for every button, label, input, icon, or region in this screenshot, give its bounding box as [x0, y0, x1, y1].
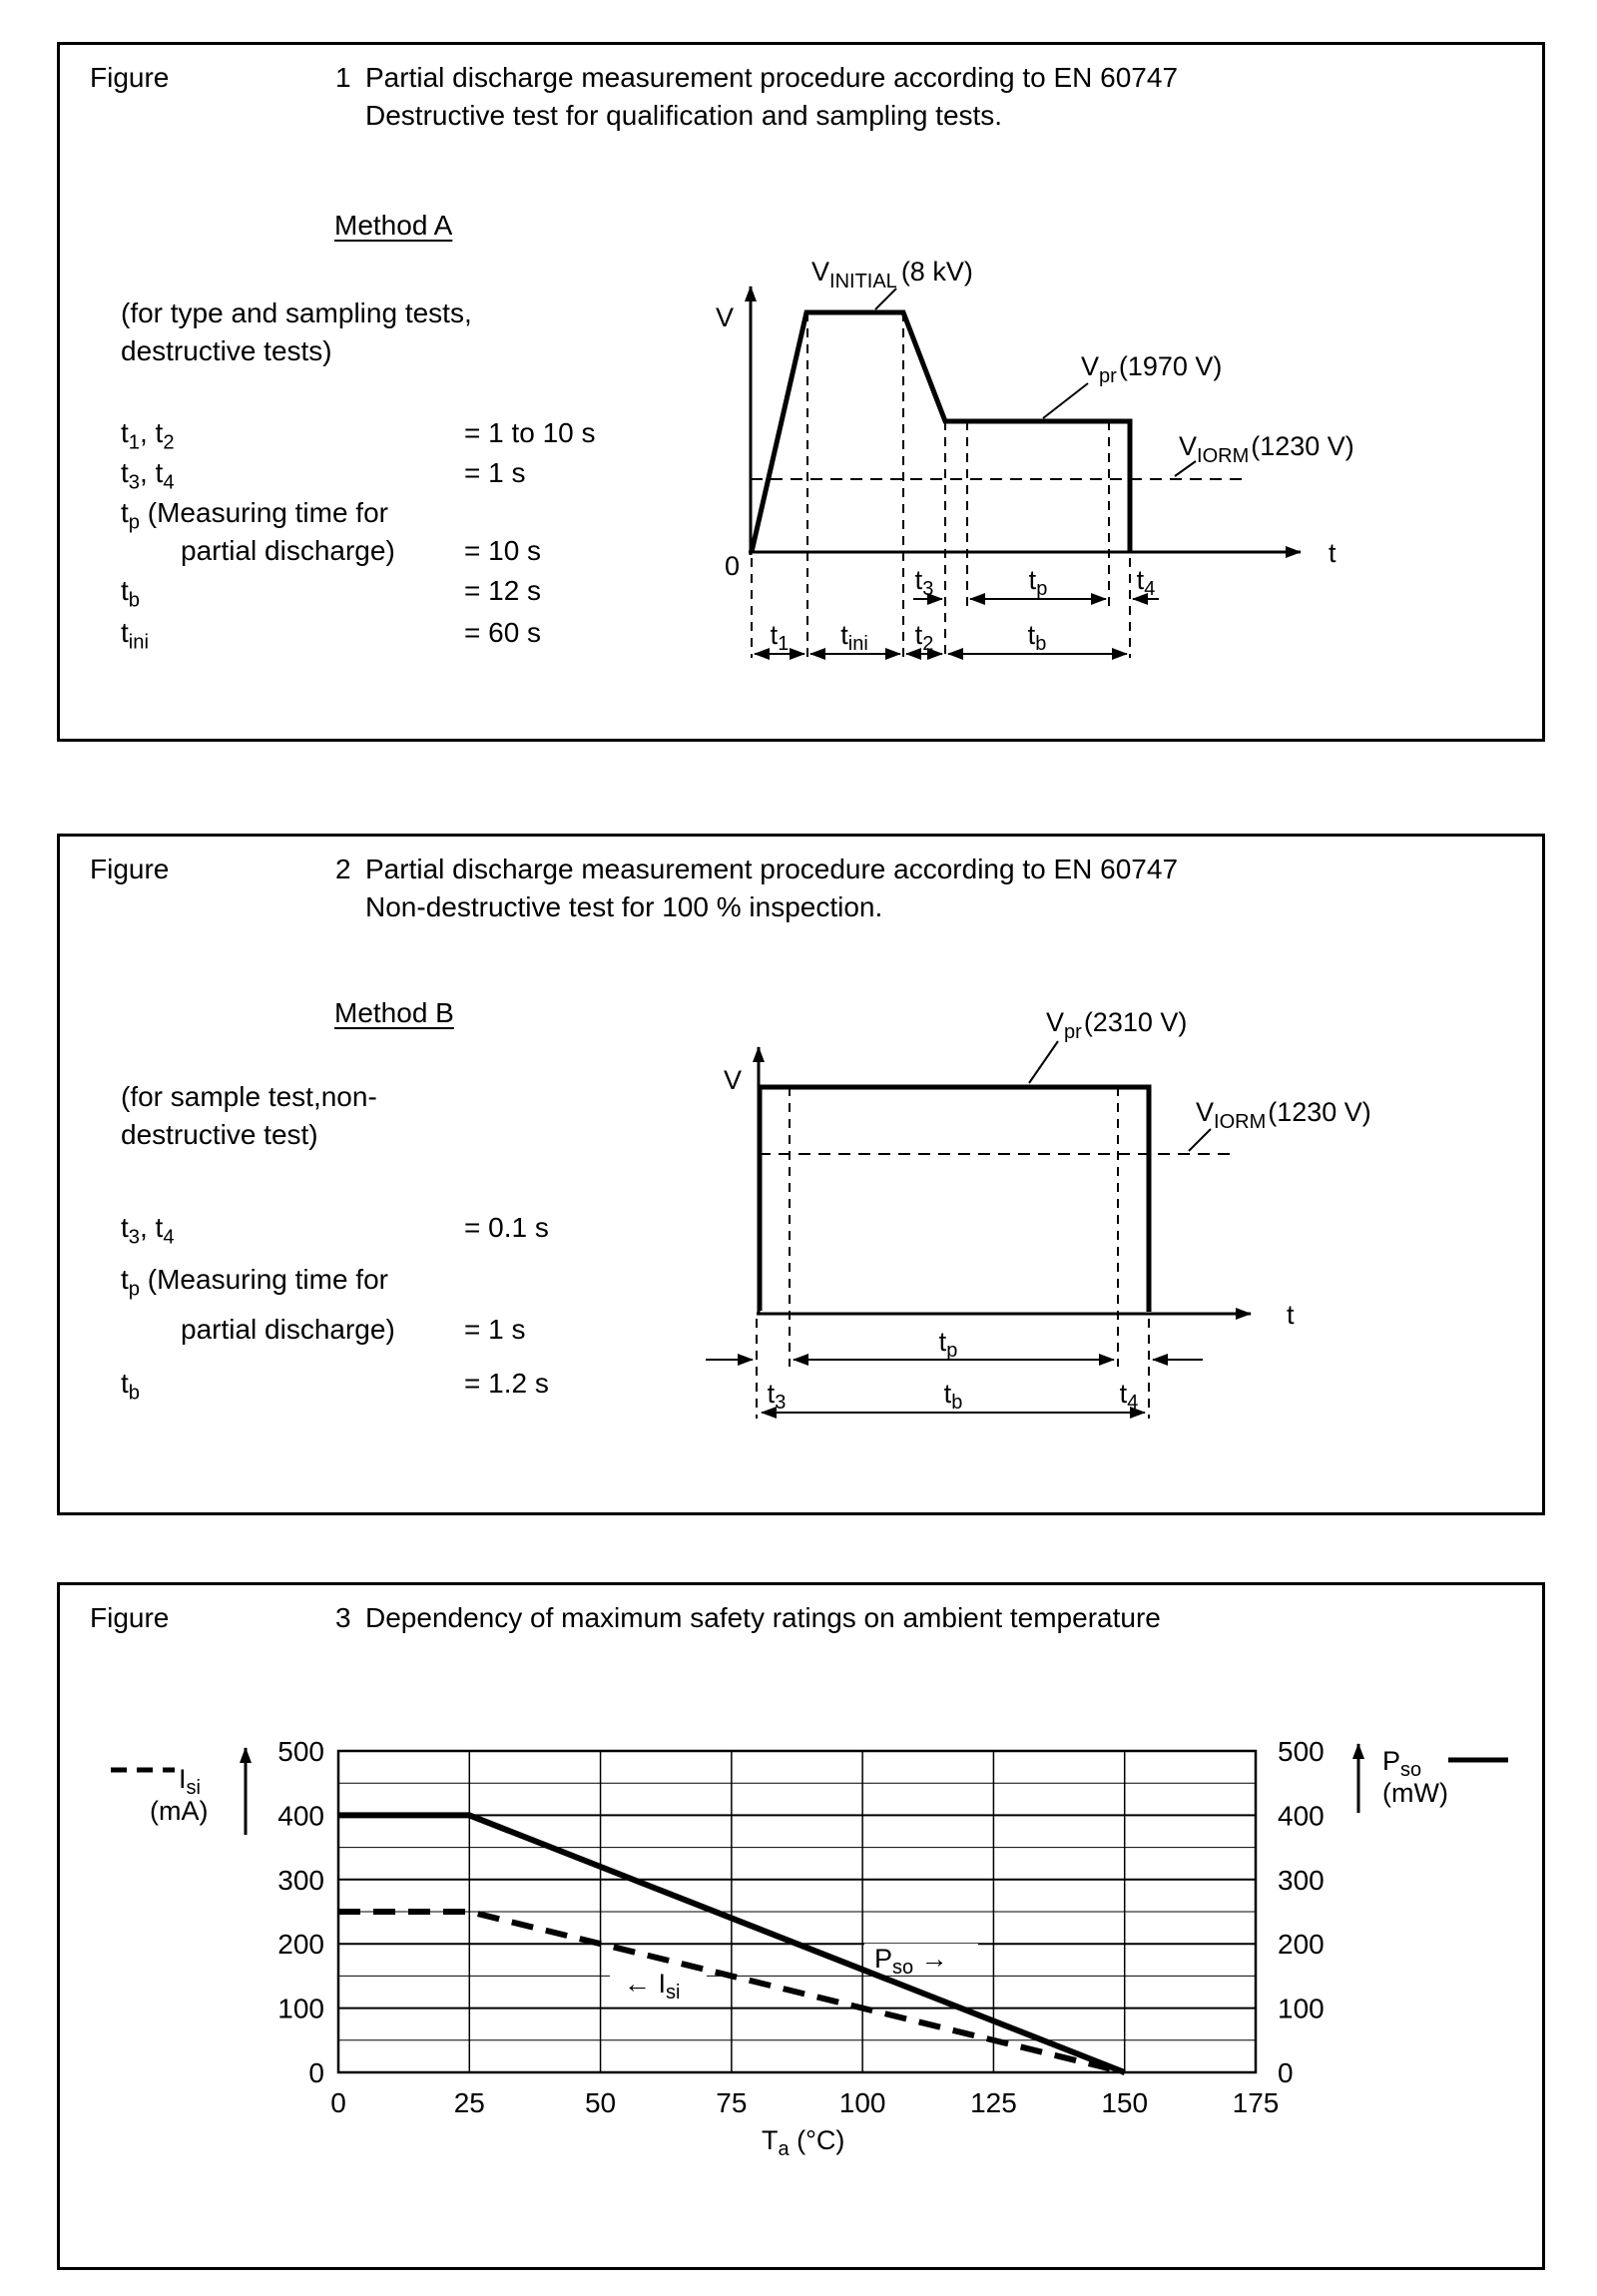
param-value: = 0.1 s: [464, 1212, 549, 1243]
param-name: $t_p$ (Measuring time for: [121, 1264, 388, 1301]
figure2-scope-line1: (for sample test,non-: [121, 1081, 377, 1112]
v-iorm-pointer: [1175, 461, 1196, 476]
param-name: $t_{ini}$: [121, 617, 149, 654]
param-value: = 10 s: [464, 535, 542, 566]
x-tick-label: 0: [330, 2087, 346, 2118]
t1-label: $t_1$: [770, 620, 790, 655]
figure2-label: Figure: [90, 854, 170, 884]
y-tick-label-right: 500: [1278, 1736, 1325, 1767]
param-value: = 60 s: [464, 617, 542, 648]
v-pr-pointer: [1029, 1041, 1058, 1083]
y-tick-label-left: 400: [277, 1800, 324, 1832]
y-tick-label-right: 100: [1278, 1993, 1325, 2024]
annotation-isi: ← $I_{si}$: [624, 1969, 681, 2004]
param-name: $t_b$: [121, 575, 140, 612]
x-tick-label: 150: [1101, 2087, 1149, 2118]
x-tick-label: 50: [584, 2087, 617, 2118]
figure1-label: Figure: [90, 62, 170, 93]
y-tick-label-right: 0: [1278, 2057, 1294, 2088]
param-value: = 12 s: [464, 575, 542, 606]
legend-pso-unit: (mW): [1382, 1778, 1448, 1808]
figure3-title: Dependency of maximum safety ratings on ambient temperature: [365, 1602, 1161, 1633]
tb-label: $t_b$: [1027, 620, 1047, 655]
figure1-method-heading: Method A: [334, 210, 453, 241]
x-axis-title: $T_a$ (°C): [762, 2125, 845, 2160]
tp-label: $t_p$: [1028, 565, 1048, 600]
t-axis-label: t: [1329, 538, 1336, 568]
v-pr-pointer: [1043, 383, 1088, 418]
figure2-waveform-diagram: [692, 1001, 1400, 1470]
tb-label: $t_b$: [943, 1379, 963, 1414]
t3-label: $t_3$: [767, 1379, 787, 1414]
figure3-number: 3: [335, 1602, 351, 1633]
tp-label: $t_p$: [938, 1327, 958, 1362]
chart-grid-and-series: [277, 1736, 1324, 2118]
v-axis-label: V: [716, 302, 735, 332]
param-name: $t_3$, $t_4$: [121, 457, 175, 494]
param-value: = 1.2 s: [464, 1368, 549, 1399]
y-tick-label-right: 200: [1278, 1929, 1325, 1961]
param-name: $t_b$: [121, 1368, 140, 1405]
figure2-panel: [57, 834, 1545, 1515]
param-value: = 1 s: [464, 1314, 526, 1345]
x-tick-label: 75: [716, 2087, 748, 2118]
param-name: partial discharge): [181, 535, 395, 566]
y-tick-label-left: 100: [277, 1993, 324, 2024]
v-axis-label: V: [724, 1065, 743, 1095]
figure3-panel: [57, 1582, 1545, 2270]
param-value: = 1 to 10 s: [464, 417, 596, 448]
t3-label: $t_3$: [914, 565, 934, 600]
figure3-chart: [63, 1720, 1560, 2159]
y-tick-label-left: 200: [277, 1929, 324, 1961]
param-name: $t_1$, $t_2$: [121, 417, 175, 454]
figure3-label: Figure: [90, 1602, 170, 1633]
tini-label: $t_{ini}$: [840, 620, 868, 655]
origin-label: 0: [724, 551, 740, 581]
x-tick-label: 125: [970, 2087, 1017, 2118]
legend-isi-label: $I_{si}$: [179, 1764, 201, 1799]
v-pr-label: $V_{pr}(2310$ V): [1046, 1007, 1188, 1043]
t4-label: $t_4$: [1119, 1379, 1139, 1414]
legend-pso-label: $P_{so}$: [1382, 1746, 1422, 1781]
v-pr-label: $V_{pr}(1970$ V): [1081, 351, 1223, 387]
v-initial-label: $V_{INITIAL}$ (8 kV): [811, 257, 973, 292]
figure1-waveform-diagram: [692, 243, 1390, 672]
y-tick-label-left: 0: [308, 2057, 324, 2088]
figure2-scope-line2: destructive test): [121, 1119, 318, 1150]
v-iorm-label: $V_{IORM}(1230$ V): [1179, 431, 1354, 467]
annotation-pso: $P_{so}$ →: [874, 1944, 948, 1979]
x-tick-label: 100: [838, 2087, 886, 2118]
param-value: = 1 s: [464, 457, 526, 488]
figure1-scope-line1: (for type and sampling tests,: [121, 297, 472, 328]
figure1-panel: [57, 42, 1545, 742]
figure2-title-line1: Partial discharge measurement procedure according to EN 60747: [365, 854, 1179, 884]
y-tick-label-left: 300: [277, 1864, 324, 1896]
param-name: $t_3$, $t_4$: [121, 1212, 175, 1249]
v-iorm-label: $V_{IORM}(1230$ V): [1196, 1097, 1371, 1133]
t4-label: $t_4$: [1136, 565, 1156, 600]
y-tick-label-right: 400: [1278, 1800, 1325, 1832]
figure1-title-line1: Partial discharge measurement procedure according to EN 60747: [365, 62, 1179, 93]
param-name: $t_p$ (Measuring time for: [121, 497, 388, 534]
t-axis-label: t: [1287, 1300, 1295, 1330]
y-tick-label-left: 500: [277, 1736, 324, 1767]
voltage-pulse: [760, 1087, 1149, 1312]
t2-label: $t_2$: [914, 620, 934, 655]
x-tick-label: 175: [1232, 2087, 1280, 2118]
figure2-number: 2: [335, 854, 351, 884]
param-name: partial discharge): [181, 1314, 395, 1345]
figure1-title-line2: Destructive test for qualification and sampling tests.: [365, 100, 1003, 131]
y-tick-label-right: 300: [1278, 1864, 1325, 1896]
x-tick-label: 25: [453, 2087, 485, 2118]
figure2-title-line2: Non-destructive test for 100 % inspection.: [365, 891, 883, 922]
figure1-number: 1: [335, 62, 351, 93]
figure1-scope-line2: destructive tests): [121, 335, 332, 366]
figure2-method-heading: Method B: [334, 997, 454, 1028]
legend-isi-unit: (mA): [150, 1796, 209, 1826]
v-iorm-pointer: [1189, 1129, 1211, 1151]
